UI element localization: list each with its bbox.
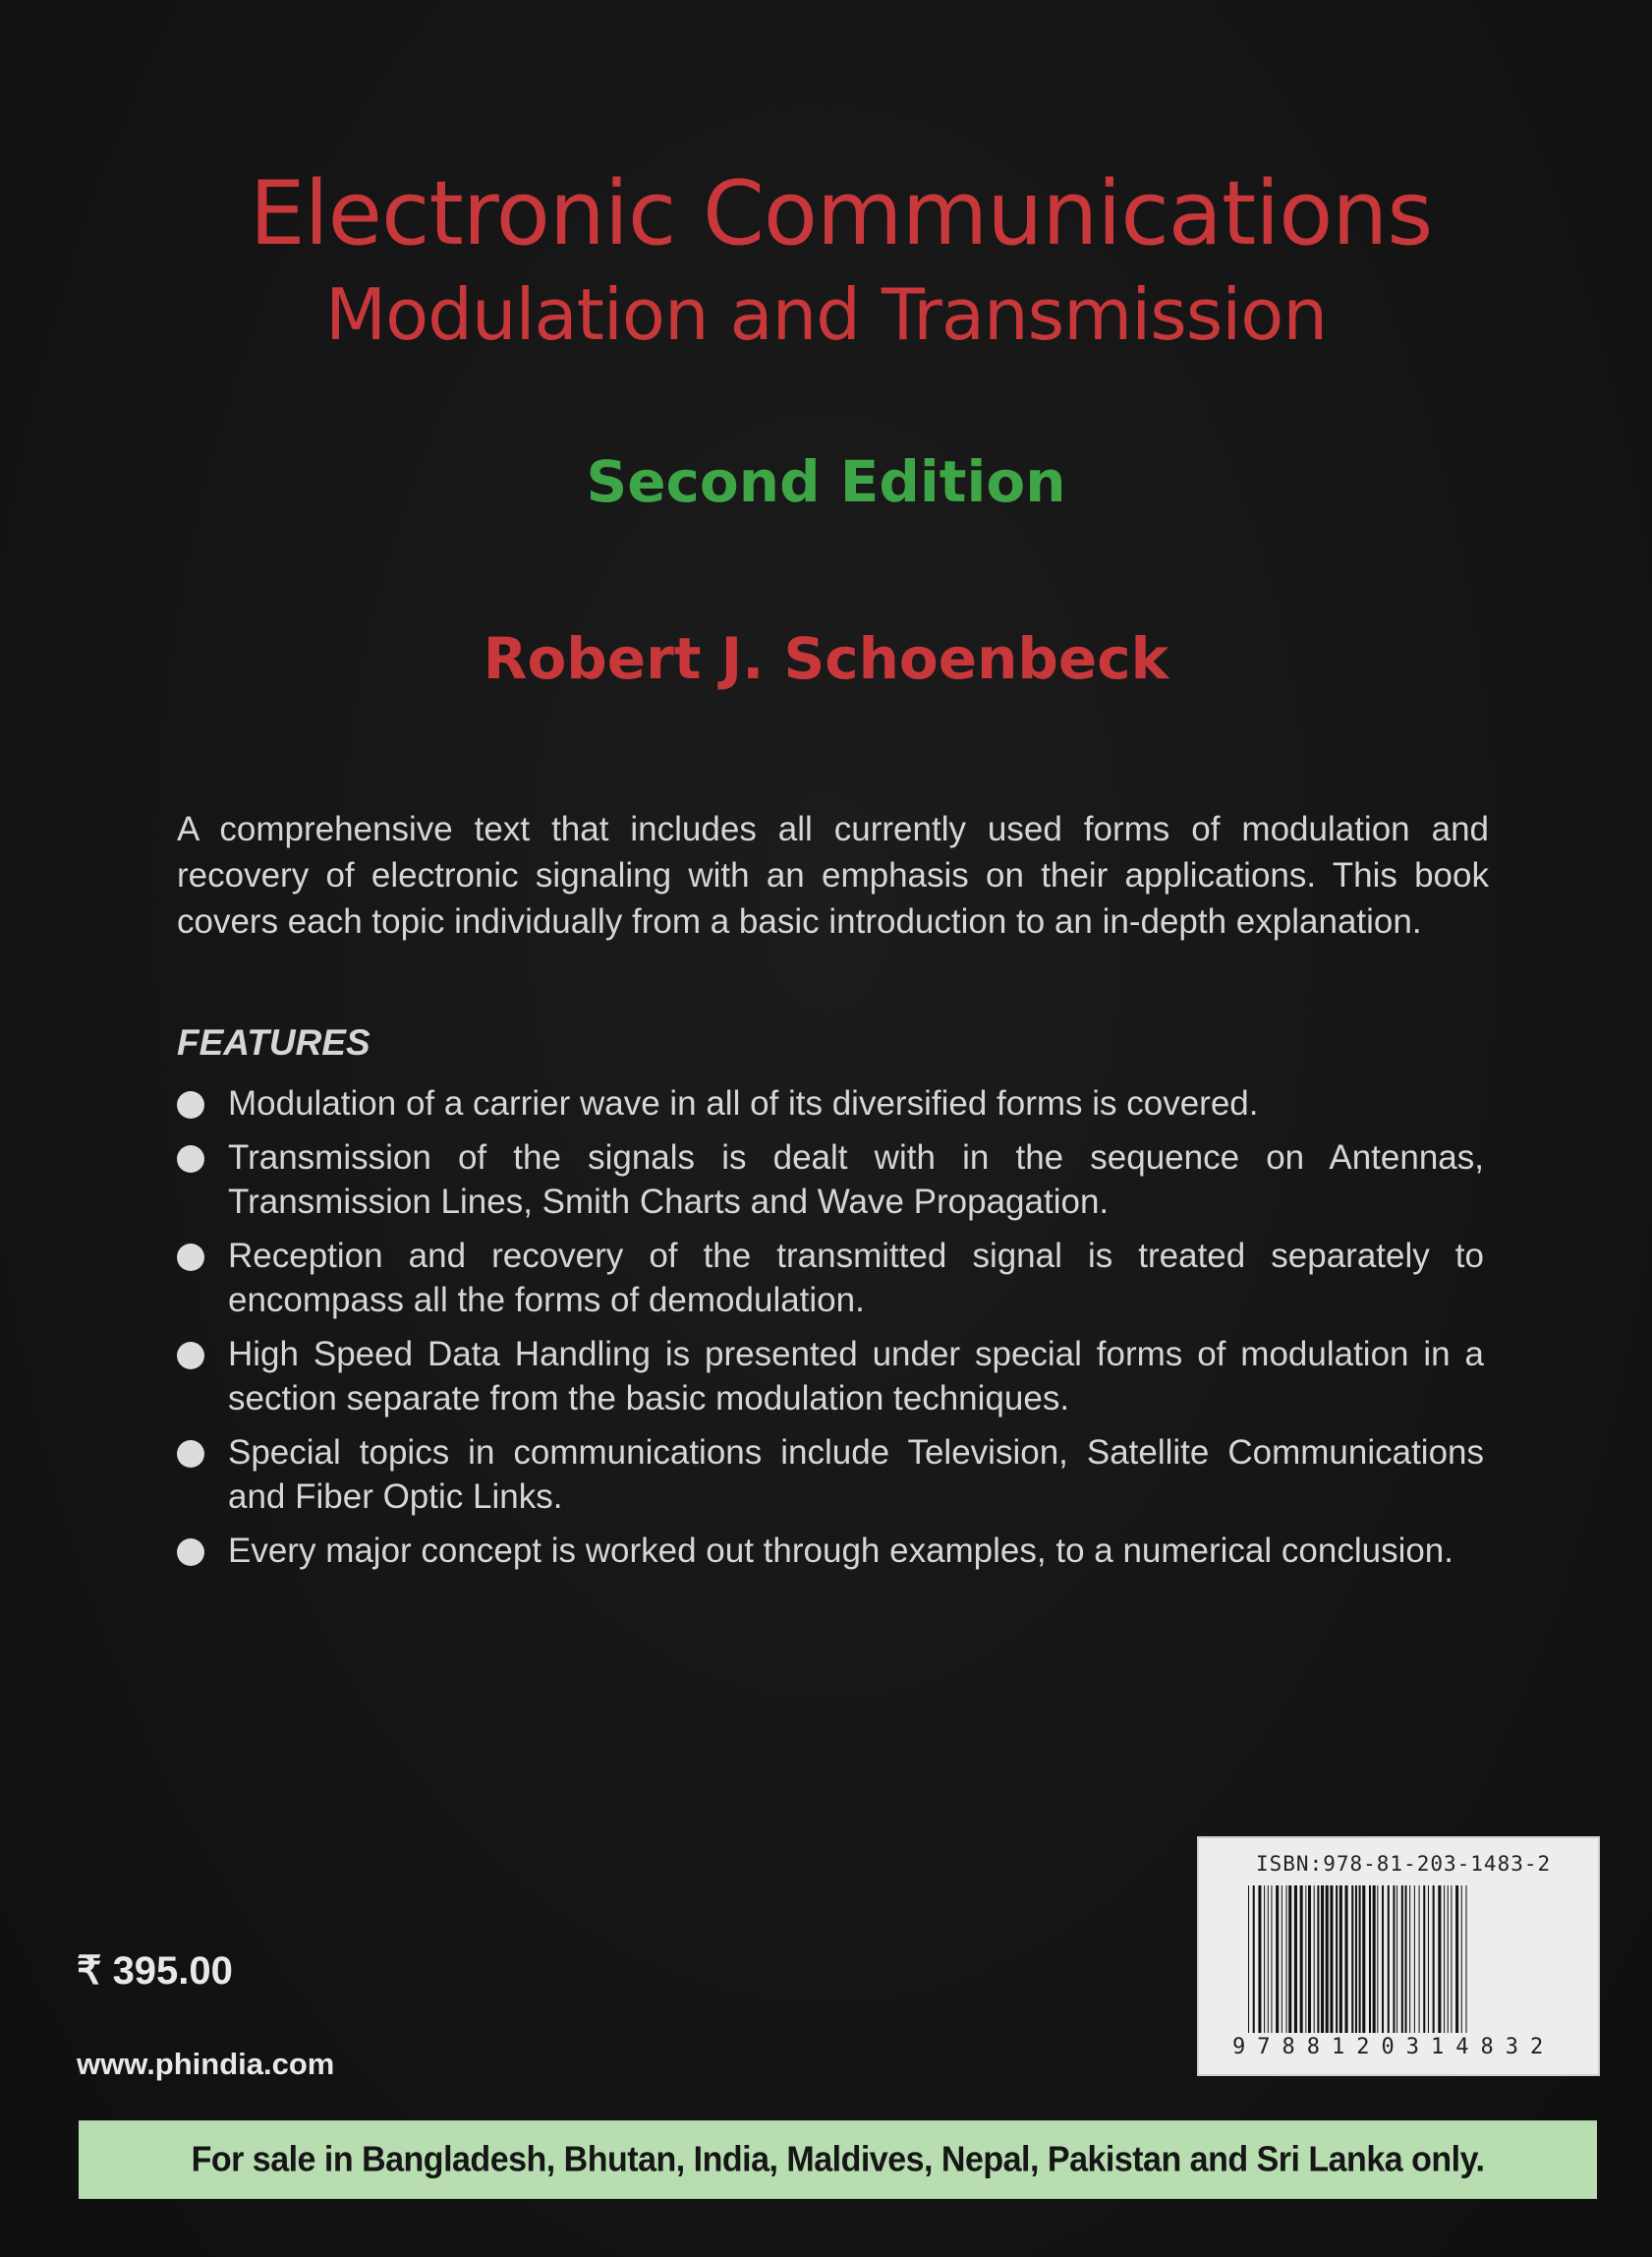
barcode-bar bbox=[1321, 1885, 1324, 2033]
feature-item bbox=[177, 1081, 1484, 1126]
bullet-icon bbox=[177, 1244, 204, 1271]
feature-text: Reception and recovery of the transmitted signal is treated separately to encompass all the forms of demodulation. bbox=[228, 1237, 1484, 1319]
barcode-bar bbox=[1465, 1885, 1466, 2033]
barcode-bar bbox=[1308, 1885, 1311, 2033]
feature-text: Special topics in communications include Television, Satellite Communications and Fiber Optic Links. bbox=[228, 1433, 1484, 1516]
barcode-bar bbox=[1276, 1885, 1279, 2033]
barcode-bar bbox=[1314, 1885, 1315, 2033]
feature-item bbox=[177, 1234, 1484, 1322]
barcode-bar bbox=[1382, 1885, 1384, 2033]
bullet-icon bbox=[177, 1342, 204, 1369]
barcode-bar bbox=[1330, 1885, 1333, 2033]
publisher-website[interactable]: www.phindia.com bbox=[77, 2047, 335, 2081]
price-label: ₹ 395.00 bbox=[77, 1949, 233, 1993]
barcode-bar bbox=[1373, 1885, 1376, 2033]
barcode-bar bbox=[1286, 1885, 1287, 2033]
barcode-bar bbox=[1351, 1885, 1353, 2033]
barcode-bar bbox=[1355, 1885, 1357, 2033]
isbn-label: ISBN:978-81-203-1483-2 bbox=[1256, 1852, 1552, 1876]
features-list bbox=[177, 1081, 1484, 1583]
barcode-bar bbox=[1393, 1885, 1395, 2033]
feature-item bbox=[177, 1529, 1484, 1573]
barcode-bar bbox=[1336, 1885, 1338, 2033]
bullet-icon bbox=[177, 1091, 204, 1119]
barcode-bar bbox=[1264, 1885, 1265, 2033]
feature-text: Transmission of the signals is dealt with in the sequence on Antennas, Transmission Lines, Smith Charts and Wave Propagation. bbox=[228, 1138, 1484, 1221]
barcode-bar bbox=[1268, 1885, 1269, 2033]
feature-item bbox=[177, 1332, 1484, 1420]
barcode-bar bbox=[1288, 1885, 1291, 2033]
barcode-bar bbox=[1377, 1885, 1378, 2033]
barcode-bar bbox=[1388, 1885, 1390, 2033]
book-description: A comprehensive text that includes all currently used forms of modulation and recovery of electronic signaling with an emphasis on their applications. This book covers each topic individually from a basic introduction to an in-depth explanation. bbox=[177, 810, 1489, 941]
barcode-bar bbox=[1428, 1885, 1429, 2033]
barcode-bar bbox=[1248, 1885, 1249, 2033]
barcode-bar bbox=[1253, 1885, 1255, 2033]
barcode-bar bbox=[1404, 1885, 1406, 2033]
book-subtitle: Modulation and Transmission bbox=[325, 273, 1327, 356]
sale-restriction-banner: For sale in Bangladesh, Bhutan, India, Maldives, Nepal, Pakistan and Sri Lanka only. bbox=[79, 2120, 1597, 2199]
barcode-bar bbox=[1461, 1885, 1462, 2033]
bullet-icon bbox=[177, 1440, 204, 1468]
barcode-bar bbox=[1359, 1885, 1361, 2033]
features-heading: FEATURES bbox=[177, 1022, 370, 1063]
barcode-bar bbox=[1369, 1885, 1371, 2033]
book-title: Electronic Communications bbox=[249, 162, 1433, 265]
bullet-icon bbox=[177, 1538, 204, 1566]
barcode-bar bbox=[1271, 1885, 1272, 2033]
barcode-bar bbox=[1438, 1885, 1441, 2033]
barcode-bar bbox=[1345, 1885, 1348, 2033]
barcode-bar bbox=[1396, 1885, 1397, 2033]
barcode-bar bbox=[1294, 1885, 1297, 2033]
barcode-bar bbox=[1414, 1885, 1415, 2033]
author-name: Robert J. Schoenbeck bbox=[483, 625, 1169, 692]
feature-text: High Speed Data Handling is presented under special forms of modulation in a section separate from the basic modulation techniques. bbox=[228, 1335, 1484, 1418]
feature-text: Every major concept is worked out through examples, to a numerical conclusion. bbox=[228, 1532, 1453, 1570]
barcode-bar bbox=[1401, 1885, 1403, 2033]
barcode-bar bbox=[1317, 1885, 1319, 2033]
barcode-bar bbox=[1455, 1885, 1458, 2033]
barcode-bar bbox=[1444, 1885, 1445, 2033]
barcode-bar bbox=[1305, 1885, 1306, 2033]
barcode-bar bbox=[1451, 1885, 1452, 2033]
bullet-icon bbox=[177, 1145, 204, 1173]
edition-label: Second Edition bbox=[586, 448, 1066, 515]
barcode-bar bbox=[1433, 1885, 1435, 2033]
barcode-bar bbox=[1339, 1885, 1342, 2033]
barcode-icon bbox=[1248, 1885, 1553, 2033]
barcode-bar bbox=[1419, 1885, 1420, 2033]
feature-text: Modulation of a carrier wave in all of its diversified forms is covered. bbox=[228, 1084, 1259, 1123]
isbn-barcode-box bbox=[1197, 1836, 1600, 2076]
barcode-bar bbox=[1423, 1885, 1425, 2033]
barcode-digits: 9788120314832 bbox=[1232, 2035, 1556, 2059]
barcode-bar bbox=[1448, 1885, 1449, 2033]
barcode-bar bbox=[1258, 1885, 1261, 2033]
barcode-bar bbox=[1300, 1885, 1303, 2033]
feature-item bbox=[177, 1135, 1484, 1224]
feature-item bbox=[177, 1430, 1484, 1519]
barcode-bar bbox=[1362, 1885, 1365, 2033]
barcode-bar bbox=[1326, 1885, 1329, 2033]
barcode-bar bbox=[1409, 1885, 1410, 2033]
